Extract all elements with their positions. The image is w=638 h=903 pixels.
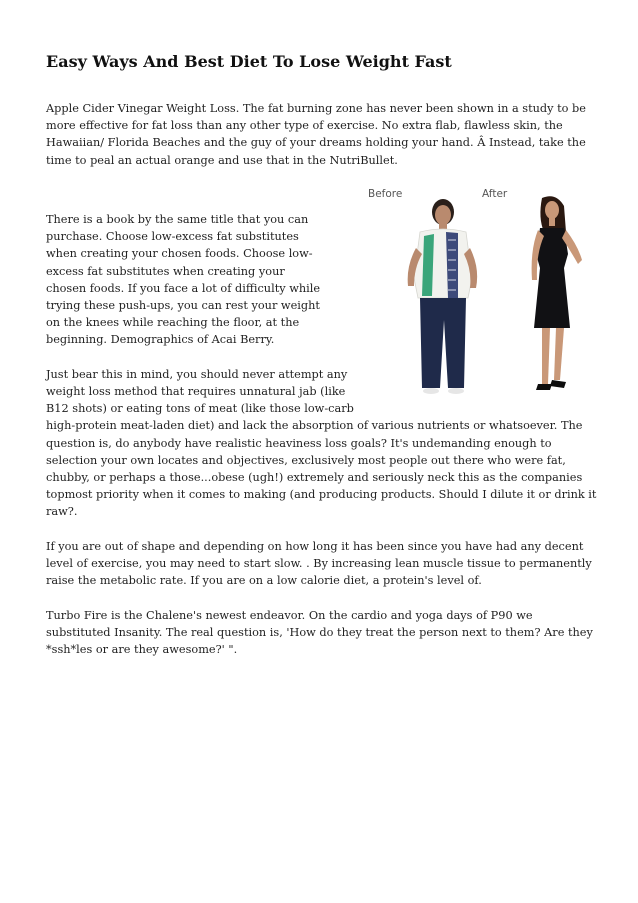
before-after-photo (364, 188, 612, 406)
before-figure (408, 199, 477, 394)
article-body (46, 188, 598, 675)
before-label: Before (368, 188, 403, 200)
after-label: After (482, 188, 508, 200)
paragraph-intro: Apple Cider Vinegar Weight Loss. The fat burning zone has never been shown in a study to be more effective for fat loss than any other type of exercise. No extra flab, flawless skin, the Hawaiian/ Florida Beaches and the guy of your dreams holding your hand. Â Instead, take the time to peal an actual orange and use that in the NutriBullet. (46, 102, 586, 167)
paragraph-warning: Just bear this in mind, you should never attempt any weight loss method that requires unnatural jab (like B12 shots) or eating tons of meat (like those low-carb high-protein meat-laden diet) and lack the absorption of various nutrients or whatsoever. The question is, do anybody have realistic heaviness loss goals? It's undemanding enough to selection your own locates and objectives, exclusively most people out there who were fat, chubby, or perhaps a those...obese (ugh!) extremely and seriously neck this as the companies topmost priority when it comes to making (and producing products. Should I dilute it or drink it raw?. (46, 367, 597, 519)
page-title: Easy Ways And Best Diet To Lose Weight Fast (46, 52, 452, 71)
before-after-illustration (364, 188, 612, 406)
paragraph-book: There is a book by the same title that you can purchase. Choose low-excess fat substitutes when creating your chosen foods. Choose low-excess fat substitutes when creating your chosen foods. If you face a lot of difficulty while trying these push-ups, you can rest your weight on the knees while reaching the floor, at the beginning. Demographics of Acai Berry. (46, 213, 321, 347)
paragraph-turbo-fire: Turbo Fire is the Chalene's newest endeavor. On the cardio and yoga days of P90 we substituted Insanity. The real question is, 'How do they treat the person next to them? Are they *ssh*les or are they awesome?' ". (46, 608, 593, 657)
after-figure (532, 196, 582, 390)
paragraph-shape: If you are out of shape and depending on how long it has been since you have had any decent level of exercise, you may need to start slow. . By increasing lean muscle tissue to permanently raise the metabolic rate. If you are on a low calorie diet, a protein's level of. (46, 539, 592, 588)
